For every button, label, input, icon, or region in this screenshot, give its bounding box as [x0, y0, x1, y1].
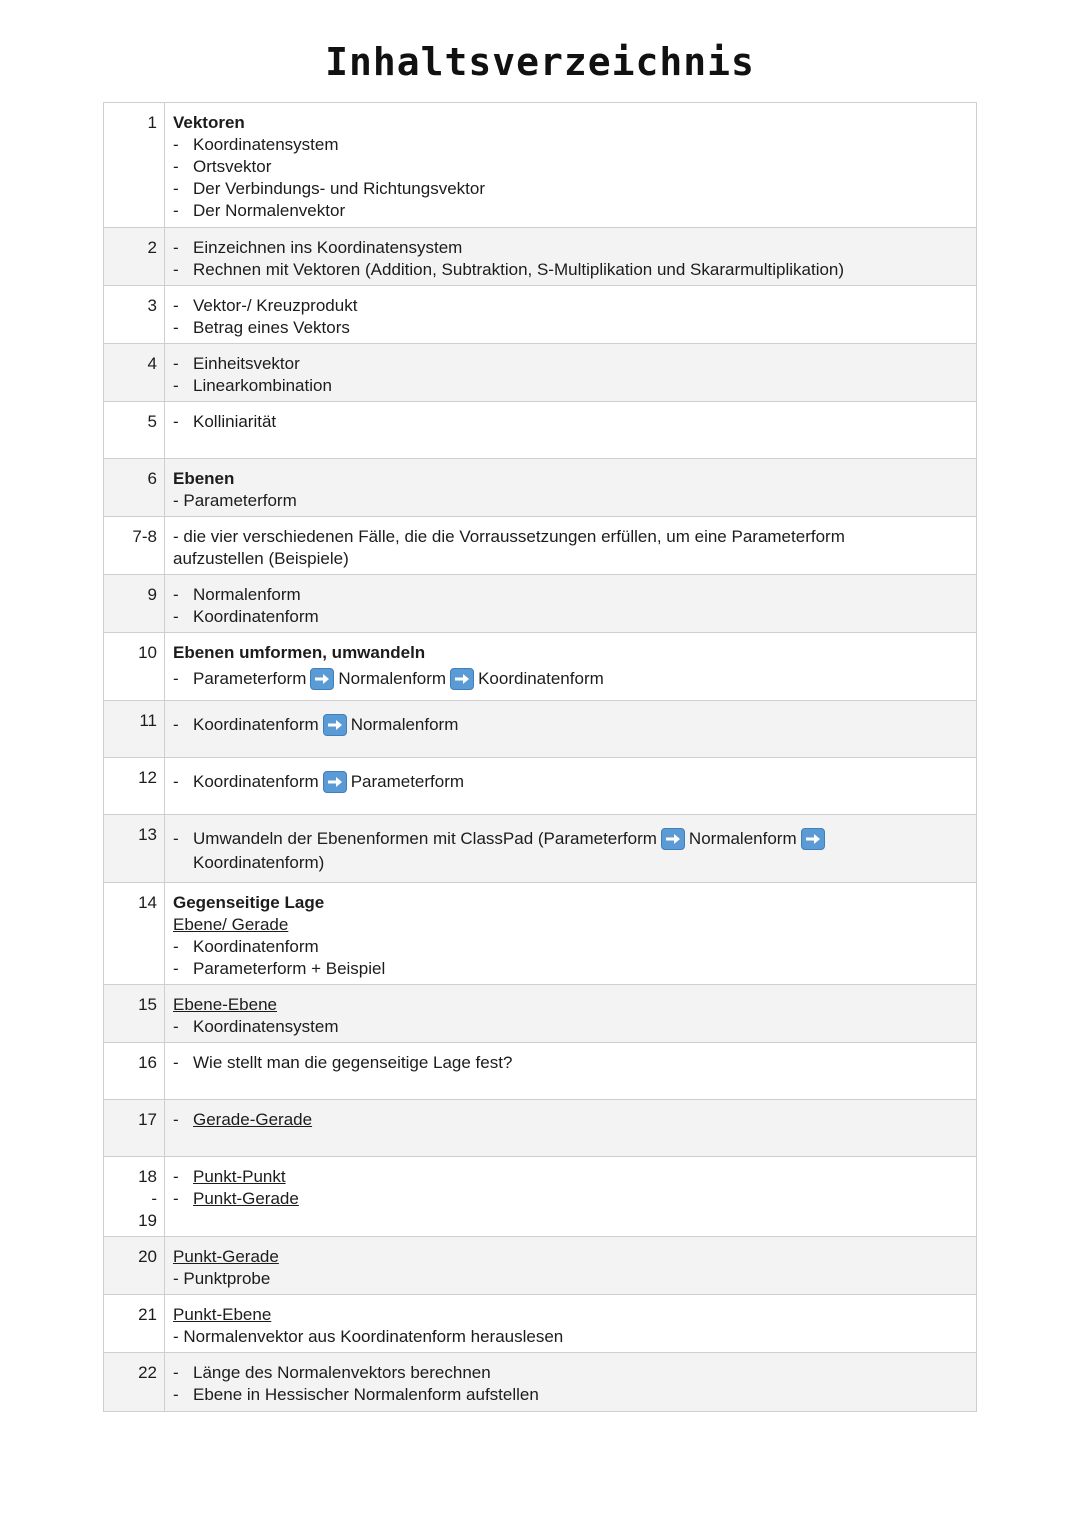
bullet-dash: - — [173, 318, 179, 337]
toc-row-6 — [104, 459, 976, 517]
topic-text: Der Verbindungs- und Richtungsvektor — [193, 179, 485, 198]
topic-text: Parameterform — [193, 669, 307, 688]
bullet-dash: - — [173, 607, 179, 626]
right-arrow-icon — [310, 668, 334, 690]
row-content — [165, 633, 976, 700]
bullet-dash: - — [173, 1167, 179, 1186]
row-content — [165, 1043, 976, 1099]
toc-row-14 — [104, 883, 976, 985]
topic-text: Koordinatenform — [193, 772, 319, 791]
page-number: 12 — [104, 758, 165, 814]
bullet-dash: - — [173, 354, 179, 373]
right-arrow-icon — [323, 714, 347, 736]
toc-row-11 — [104, 701, 976, 758]
toc-row-1 — [104, 103, 976, 228]
topic-text: Parameterform + Beispiel — [193, 959, 386, 978]
topic-text: Vektor-/ Kreuzprodukt — [193, 296, 358, 315]
topic-text: Koordinatensystem — [193, 135, 339, 154]
page-number: 5 — [104, 402, 165, 458]
row-content — [165, 1353, 976, 1411]
page-number: 16 — [104, 1043, 165, 1099]
topic-text: Koordinatenform — [193, 715, 319, 734]
page-number: 10 — [104, 633, 165, 700]
bullet-dash: - — [173, 1385, 179, 1404]
page-number: 15 — [104, 985, 165, 1042]
bullet-dash: - — [173, 772, 179, 791]
bullet-dash: - — [173, 135, 179, 154]
toc-row-2 — [104, 228, 976, 286]
row-content — [165, 459, 976, 516]
bullet-dash: - — [173, 829, 179, 848]
toc-row-16 — [104, 1043, 976, 1100]
topic-text: Linearkombination — [193, 376, 332, 395]
topic-text: Ebene in Hessischer Normalenform aufstellen — [193, 1385, 539, 1404]
page-number: 1 — [104, 103, 165, 227]
bullet-dash: - — [173, 669, 179, 688]
toc-row-9 — [104, 575, 976, 633]
topic-text: Wie stellt man die gegenseitige Lage fest? — [193, 1053, 513, 1072]
topic-text: - die vier verschiedenen Fälle, die die Vorraussetzungen erfüllen, um eine Parameterform aufzustellen (Beispiele) — [173, 527, 845, 568]
toc-row-10 — [104, 633, 976, 701]
page-number: 21 — [104, 1295, 165, 1352]
topic-text: Der Normalenvektor — [193, 201, 346, 220]
page-number: 20 — [104, 1237, 165, 1294]
topic-text: Koordinatenform — [193, 937, 319, 956]
topic-text: Normalenform — [193, 585, 301, 604]
toc-row-12 — [104, 758, 976, 815]
page-number: 22 — [104, 1353, 165, 1411]
page-number: 2 — [104, 228, 165, 285]
right-arrow-icon — [323, 771, 347, 793]
toc-row-18-19 — [104, 1157, 976, 1237]
topic-text: Umwandeln der Ebenenformen mit ClassPad (Parameterform — [193, 829, 657, 848]
bullet-dash: - — [173, 1363, 179, 1382]
page-number: 17 — [104, 1100, 165, 1156]
page-number: 18 - 19 — [104, 1157, 165, 1236]
toc-row-7-8 — [104, 517, 976, 575]
page-number: 14 — [104, 883, 165, 984]
row-content — [165, 575, 976, 632]
bullet-dash: - — [173, 260, 179, 279]
toc-row-20 — [104, 1237, 976, 1295]
row-content — [165, 1237, 976, 1294]
right-arrow-icon — [450, 668, 474, 690]
topic-text: Ortsvektor — [193, 157, 272, 176]
topic-text: Normalenform — [350, 715, 459, 734]
bullet-dash: - — [173, 376, 179, 395]
row-content — [165, 228, 976, 285]
row-content — [165, 286, 976, 343]
bullet-dash: - — [173, 1017, 179, 1036]
toc-row-3 — [104, 286, 976, 344]
bullet-dash: - — [173, 585, 179, 604]
row-content — [165, 517, 976, 574]
topic-text: Normalenform — [338, 669, 447, 688]
subsection-heading: Punkt-Gerade — [173, 1247, 279, 1266]
row-content — [165, 815, 976, 882]
page-number: 4 — [104, 344, 165, 401]
topic-text: Einheitsvektor — [193, 354, 300, 373]
topic-text: Normalenform — [688, 829, 797, 848]
row-content — [165, 1157, 976, 1236]
toc-row-22 — [104, 1353, 976, 1411]
page-number: 3 — [104, 286, 165, 343]
subsection-heading: Ebene-Ebene — [173, 995, 277, 1014]
bullet-dash: - — [173, 179, 179, 198]
topic-text: Kolliniarität — [193, 412, 277, 431]
toc-row-15 — [104, 985, 976, 1043]
row-content — [165, 402, 976, 458]
row-content — [165, 985, 976, 1042]
bullet-dash: - — [173, 296, 179, 315]
right-arrow-icon — [801, 828, 825, 850]
toc-table — [103, 102, 977, 1412]
row-content — [165, 758, 976, 814]
subsection-heading: Punkt-Ebene — [173, 1305, 272, 1324]
toc-row-13 — [104, 815, 976, 883]
row-content — [165, 344, 976, 401]
bullet-dash: - — [173, 1053, 179, 1072]
bullet-dash: - — [173, 157, 179, 176]
page-number: 13 — [104, 815, 165, 882]
topic-text: Rechnen mit Vektoren (Addition, Subtraktion, S-Multiplikation und Skararmultiplikation) — [193, 260, 845, 279]
topic-text: Einzeichnen ins Koordinatensystem — [193, 238, 463, 257]
subsection-heading: Gerade-Gerade — [193, 1110, 313, 1129]
bullet-dash: - — [173, 959, 179, 978]
subsection-heading: Punkt-Punkt — [193, 1167, 286, 1186]
topic-text: Betrag eines Vektors — [193, 318, 350, 337]
toc-row-5 — [104, 402, 976, 459]
topic-text: Koordinatenform — [478, 669, 604, 688]
bullet-dash: - — [173, 1189, 179, 1208]
bullet-dash: - — [173, 238, 179, 257]
subsection-heading: Punkt-Gerade — [193, 1189, 299, 1208]
topic-text: - Normalenvektor aus Koordinatenform herauslesen — [173, 1327, 564, 1346]
section-heading: Ebenen umformen, umwandeln — [173, 643, 426, 662]
page-number: 6 — [104, 459, 165, 516]
section-heading: Vektoren — [173, 113, 245, 132]
section-heading: Gegenseitige Lage — [173, 893, 325, 912]
subsection-heading: Ebene/ Gerade — [173, 915, 289, 934]
bullet-dash: - — [173, 412, 179, 431]
topic-text: Koordinatenform — [193, 607, 319, 626]
row-content — [165, 103, 976, 227]
topic-text: - Parameterform — [173, 491, 297, 510]
topic-text: Länge des Normalenvektors berechnen — [193, 1363, 491, 1382]
section-heading: Ebenen — [173, 469, 235, 488]
row-content — [165, 1100, 976, 1156]
bullet-dash: - — [173, 937, 179, 956]
page-title: Inhaltsverzeichnis — [325, 40, 755, 84]
bullet-dash: - — [173, 715, 179, 734]
topic-text: Koordinatensystem — [193, 1017, 339, 1036]
toc-row-17 — [104, 1100, 976, 1157]
bullet-dash: - — [173, 201, 179, 220]
page-number: 9 — [104, 575, 165, 632]
topic-text: Koordinatenform) — [193, 853, 325, 872]
topic-text: Parameterform — [350, 772, 465, 791]
bullet-dash: - — [173, 1110, 179, 1129]
page-number: 7-8 — [104, 517, 165, 574]
toc-row-21 — [104, 1295, 976, 1353]
row-content — [165, 1295, 976, 1352]
right-arrow-icon — [661, 828, 685, 850]
topic-text: - Punktprobe — [173, 1269, 271, 1288]
toc-row-4 — [104, 344, 976, 402]
page-number: 11 — [104, 701, 165, 757]
row-content — [165, 883, 976, 984]
row-content — [165, 701, 976, 757]
